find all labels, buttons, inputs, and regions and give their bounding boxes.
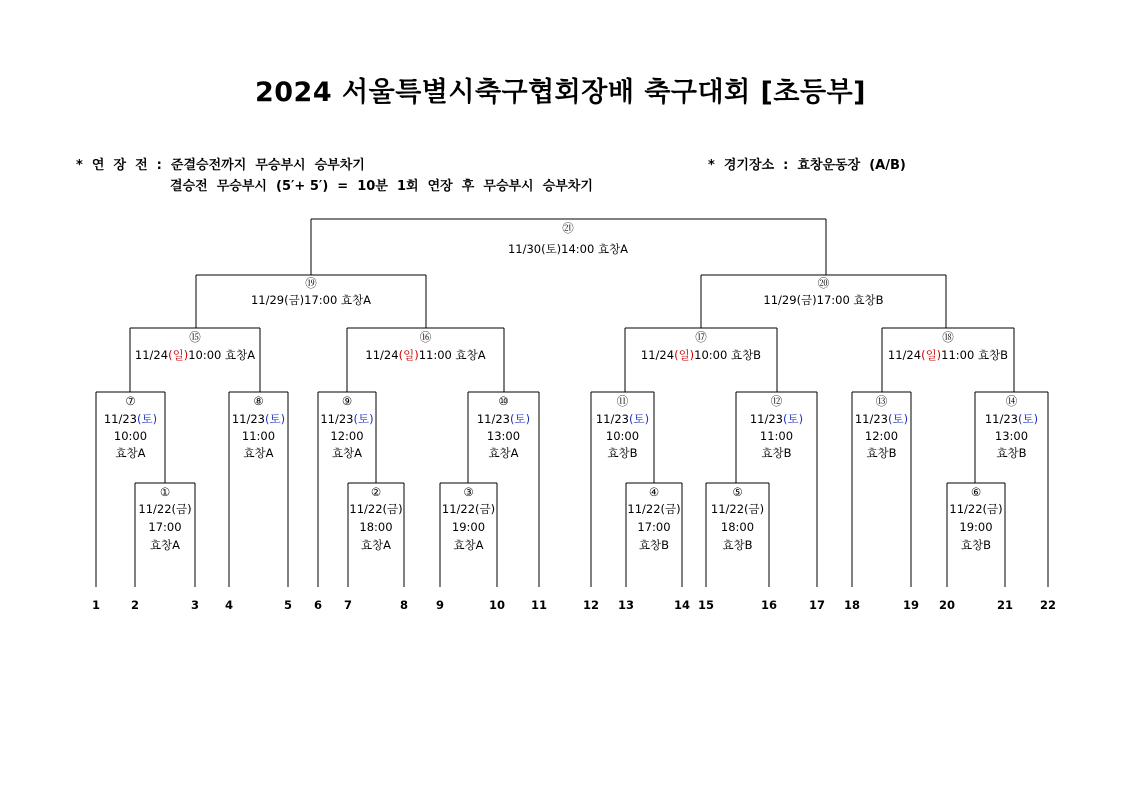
match-venue-m5: 효창B [722,538,753,552]
match-time-m14: 13:00 [994,429,1029,443]
match-number-m6: ⑥ [970,485,982,499]
match-venue-m9: 효창A [331,446,363,460]
match-venue-m7: 효창A [115,446,146,460]
match-number-m8: ⑧ [253,394,264,408]
match-time-m11: 10:00 [605,429,640,443]
overtime-rule-note: * 연 장 전 : 준결승전까지 무승부시 승부차기 [76,158,365,173]
match-info-m21: 11/30(토)14:00 효창A [507,242,629,256]
match-number-m13: ⑬ [875,394,888,408]
team-slot-3: 3 [190,598,200,612]
team-slot-13: 13 [617,598,635,612]
team-slot-1: 1 [91,598,101,612]
match-date-m13: 11/23(토) [854,412,909,426]
match-time-m4: 17:00 [637,520,671,534]
match-time-m7: 10:00 [113,429,148,443]
match-info-m18: 11/24(일)11:00 효창B [887,348,1009,362]
match-time-m5: 18:00 [720,520,755,534]
match-date-m4: 11/22(금) [627,502,681,516]
match-date-m3: 11/22(금) [441,502,496,516]
match-date-m7: 11/23(토) [103,412,158,426]
match-venue-m1: 효창A [149,538,181,552]
match-date-m2: 11/22(금) [349,502,403,516]
match-time-m3: 19:00 [451,520,486,534]
match-number-m20: ⑳ [817,276,830,290]
match-info-m19: 11/29(금)17:00 효창A [250,293,372,307]
match-time-m12: 11:00 [759,429,794,443]
team-slot-10: 10 [488,598,506,612]
match-info-m15: 11/24(일)10:00 효창A [134,348,256,362]
match-date-m11: 11/23(토) [595,412,650,426]
match-number-m9: ⑨ [341,394,353,408]
match-date-m9: 11/23(토) [320,412,374,426]
match-venue-m14: 효창B [996,446,1027,460]
match-number-m3: ③ [463,485,474,499]
match-number-m7: ⑦ [125,394,136,408]
match-number-m14: ⑭ [1005,394,1018,408]
match-date-m8: 11/23(토) [231,412,286,426]
match-number-m12: ⑫ [770,394,783,408]
match-number-m2: ② [370,485,382,499]
match-venue-m8: 효창A [243,446,274,460]
final-overtime-rule-note: 결승전 무승부시 (5′+ 5′) = 10분 1회 연장 후 무승부시 승부차기 [170,179,593,194]
team-slot-22: 22 [1039,598,1057,612]
match-number-m15: ⑮ [189,330,201,344]
match-venue-m4: 효창B [638,538,670,552]
match-info-m20: 11/29(금)17:00 효창B [763,293,884,307]
team-slot-12: 12 [582,598,600,612]
match-number-m4: ④ [648,485,660,499]
team-slot-19: 19 [902,598,920,612]
team-slot-15: 15 [697,598,715,612]
match-venue-m2: 효창A [360,538,392,552]
match-time-m13: 12:00 [864,429,899,443]
match-time-m8: 11:00 [241,429,276,443]
team-slot-11: 11 [530,598,548,612]
match-time-m2: 18:00 [359,520,393,534]
match-number-m11: ⑪ [616,394,629,408]
match-venue-m10: 효창A [488,446,519,460]
match-date-m6: 11/22(금) [949,502,1003,516]
match-time-m6: 19:00 [959,520,993,534]
match-number-m10: ⑩ [498,394,509,408]
match-date-m1: 11/22(금) [138,502,192,516]
match-venue-m6: 효창B [960,538,992,552]
match-date-m5: 11/22(금) [710,502,765,516]
team-slot-5: 5 [283,598,293,612]
match-number-m19: ⑲ [305,276,317,290]
page-title: 2024 서울특별시축구협회장배 축구대회 [초등부] [254,77,866,108]
team-slot-2: 2 [130,598,140,612]
match-info-m17: 11/24(일)10:00 효창B [640,348,762,362]
venue-note: * 경기장소 : 효창운동장 (A/B) [708,158,906,173]
team-slot-14: 14 [673,598,691,612]
team-slot-4: 4 [224,598,234,612]
match-venue-m12: 효창B [761,446,792,460]
match-time-m9: 12:00 [330,429,364,443]
match-venue-m13: 효창B [866,446,897,460]
match-time-m1: 17:00 [148,520,182,534]
match-info-m16: 11/24(일)11:00 효창A [365,348,486,362]
match-number-m5: ⑤ [732,485,743,499]
match-date-m14: 11/23(토) [984,412,1039,426]
match-number-m21: ㉑ [562,221,574,235]
team-slot-20: 20 [938,598,956,612]
match-date-m12: 11/23(토) [749,412,804,426]
match-time-m10: 13:00 [486,429,521,443]
match-number-m1: ① [159,485,171,499]
team-slot-8: 8 [399,598,409,612]
match-number-m17: ⑰ [695,330,707,344]
match-date-m10: 11/23(토) [476,412,531,426]
team-slot-9: 9 [435,598,445,612]
match-number-m18: ⑱ [942,330,954,344]
team-slot-6: 6 [313,598,323,612]
team-slot-7: 7 [343,598,353,612]
match-venue-m3: 효창A [453,538,484,552]
match-venue-m11: 효창B [607,446,638,460]
team-slot-21: 21 [996,598,1014,612]
team-slot-18: 18 [843,598,861,612]
match-number-m16: ⑯ [419,330,432,344]
team-slot-17: 17 [808,598,826,612]
team-slot-16: 16 [760,598,778,612]
